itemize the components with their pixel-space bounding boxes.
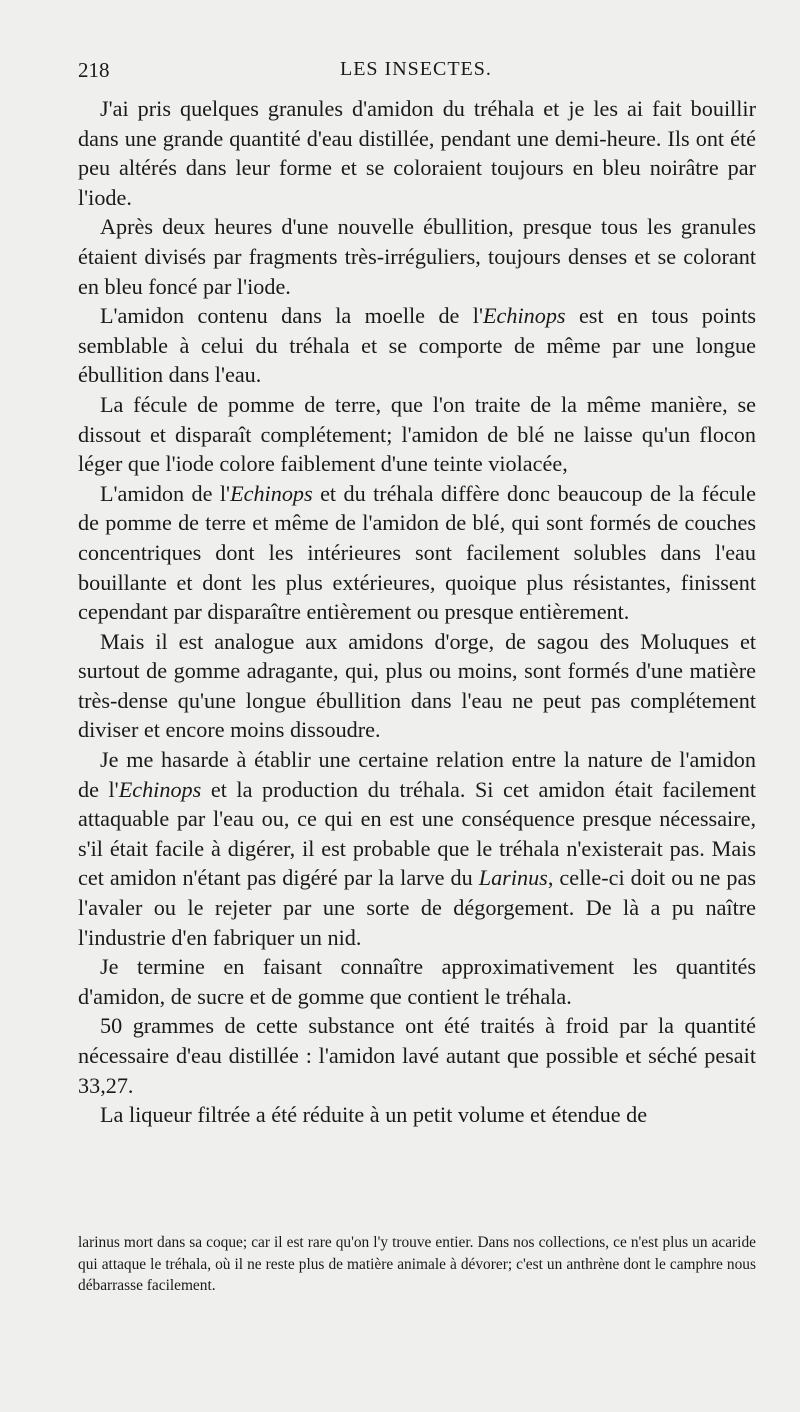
italic-term: Echinops: [118, 776, 202, 802]
paragraph-text: J'ai pris quelques granules d'amidon du tréhala et je les ai fait bouillir dans une grande quantité d'eau distillée, pendant une demi-heure. Ils ont été peu altérés dans leur forme et se coloraient toujours en bleu noirâtre par l'iode.: [78, 96, 756, 210]
paragraph-text: est en tous points semblable à celui du tréhala et se comporte de même par une longue ébullition dans l'eau.: [78, 303, 757, 388]
paragraph: [78, 94, 756, 212]
paragraph-text: L'amidon contenu dans la moelle de l': [100, 303, 483, 329]
page-header: [78, 58, 758, 88]
paragraph-text: Après deux heures d'une nouvelle ébullition, presque tous les granules étaient divisés par fragments très-irréguliers, toujours denses et se colorant en bleu foncé par l'iode.: [78, 214, 756, 299]
paragraph: [78, 212, 756, 301]
body-text: [78, 94, 756, 1130]
paragraph-text: 50 grammes de cette substance ont été traités à froid par la quantité nécessaire d'eau distillée : l'amidon lavé autant que possible et séché pesait 33,27.: [78, 1013, 756, 1098]
paragraph: [78, 390, 756, 479]
footnote: larinus mort dans sa coque; car il est rare qu'on l'y trouve entier. Dans nos collections, ce n'est plus un acaride qui attaque le tréhala, où il ne reste plus de matière animale à dévorer; c'est un anthrène dont le camphre nous débarrasse facilement.: [78, 1234, 756, 1294]
paragraph: [78, 745, 756, 952]
paragraph-text: et la production du tréhala. Si cet amidon était facilement attaquable par l'eau ou, ce qui en est une conséquence presque nécessaire, s'il était facile à digérer, il est probable que le tréhala n'existerait pas. Mais cet amidon n'étant pas digéré par la larve du: [78, 776, 756, 891]
paragraph-text: Je termine en faisant connaître approximativement les quantités d'amidon, de sucre et de gomme que contient le tréhala.: [78, 954, 756, 1009]
page-number: 218: [78, 58, 110, 82]
italic-term: Echinops: [482, 303, 566, 329]
running-title: LES INSECTES.: [340, 58, 492, 80]
paragraph-text: L'amidon de l': [100, 480, 231, 506]
paragraph: [78, 479, 756, 627]
paragraph: [78, 1011, 756, 1100]
paragraph-text: , celle-ci doit ou ne pas l'avaler ou le rejeter par une sorte de dégorgement. De là a pu naître l'industrie d'en fabriquer un nid.: [78, 865, 756, 950]
paragraph: [78, 952, 756, 1011]
paragraph-text: La fécule de pomme de terre, que l'on traite de la même manière, se dissout et disparaît complétement; l'amidon de blé ne laisse qu'un flocon léger que l'iode colore faiblement d'une teinte violacée,: [78, 391, 756, 477]
paragraph: [78, 1100, 756, 1130]
paragraph: [78, 301, 756, 390]
italic-term: Larinus: [478, 865, 548, 891]
paragraph-text: Mais il est analogue aux amidons d'orge, de sagou des Moluques et surtout de gomme adragante, qui, plus ou moins, sont formés d'une matière très-dense qu'une longue ébullition dans l'eau ne peut pas complétement diviser et encore moins dissoudre.: [78, 628, 756, 743]
paragraph-text: La liqueur filtrée a été réduite à un petit volume et étendue de: [100, 1102, 648, 1128]
paragraph: [78, 627, 756, 745]
paragraph-text: Je me hasarde à établir une certaine relation entre la nature de l'amidon de l': [78, 747, 756, 802]
italic-term: Echinops: [230, 480, 313, 506]
paragraph-text: et du tréhala diffère donc beaucoup de la fécule de pomme de terre et même de l'amidon de blé, qui sont formés de couches concentriques dont les intérieures sont facilement solubles dans l'eau bouillante et dont les plus extérieures, quoique plus résistantes, finissent cependant par disparaître entièrement ou presque entièrement.: [78, 480, 756, 625]
